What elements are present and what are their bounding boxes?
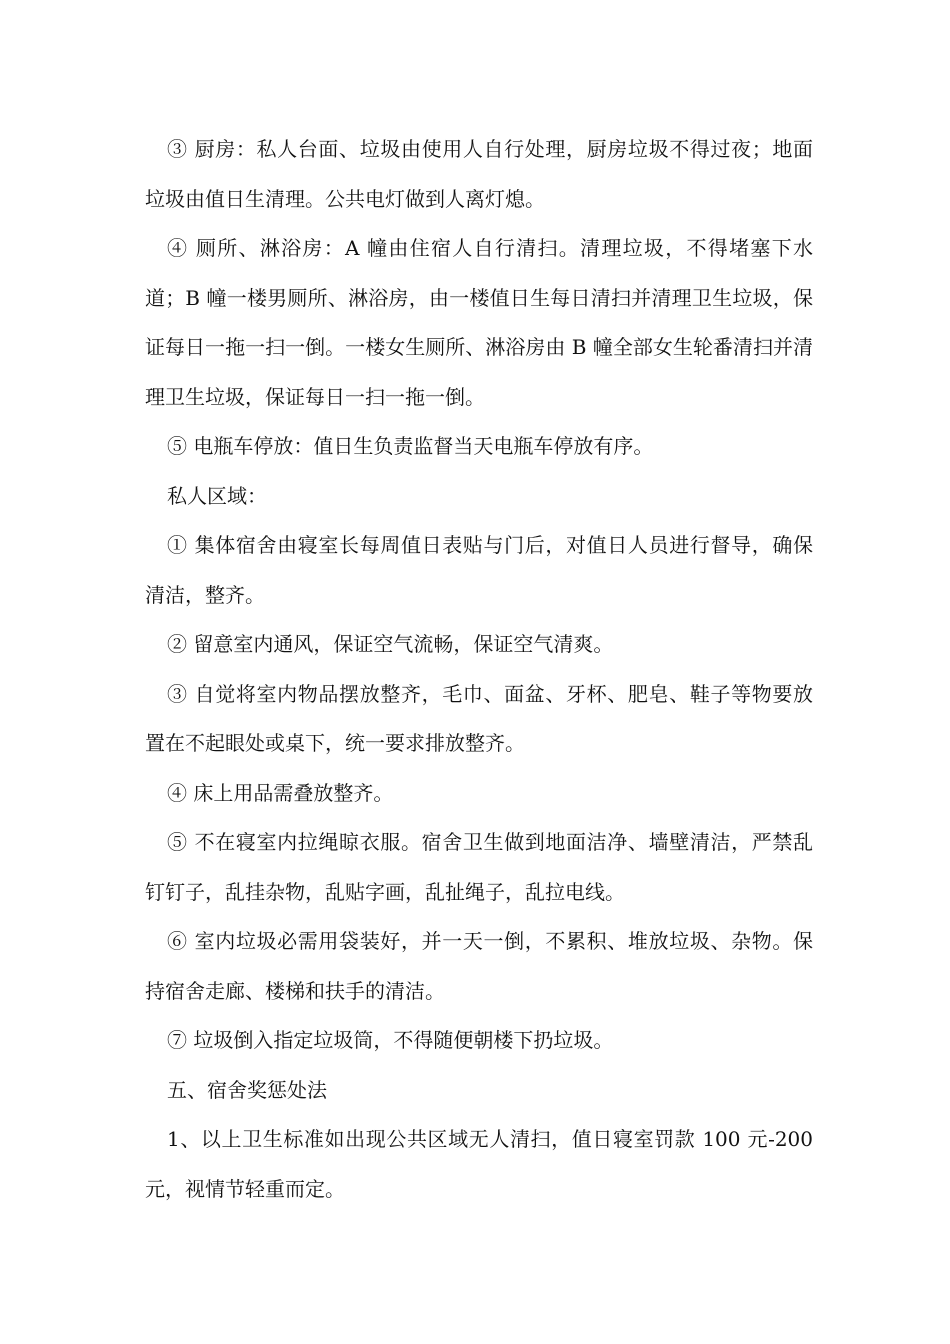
private-area-heading: 私人区域： (167, 483, 267, 508)
penalty-rule-1: 1、以上卫生标准如出现公共区域无人清扫，值日寝室罚款 100 元-200 元，视情节轻重而定。 (145, 1127, 813, 1201)
private-rule-3: ③ 自觉将室内物品摆放整齐，毛巾、面盆、牙杯、肥皂、鞋子等物要放置在不起眼处或桌下，统一要求排放整齐。 (145, 681, 813, 755)
ebike-parking-rule-paragraph: ⑤ 电瓶车停放：值日生负责监督当天电瓶车停放有序。 (167, 434, 654, 458)
private-rule-5: ⑤ 不在寝室内拉绳晾衣服。宿舍卫生做到地面洁净、墙壁清洁，严禁乱钉钉子，乱挂杂物，乱贴字画，乱扯绳子，乱拉电线。 (145, 830, 813, 904)
private-rule-7: ⑦ 垃圾倒入指定垃圾筒，不得随便朝楼下扔垃圾。 (167, 1028, 614, 1052)
private-rule-2: ② 留意室内通风，保证空气流畅，保证空气清爽。 (167, 632, 614, 656)
private-rule-6: ⑥ 室内垃圾必需用袋装好，并一天一倒，不累积、堆放垃圾、杂物。保持宿舍走廊、楼梯和扶手的清洁。 (145, 929, 813, 1003)
private-rule-4: ④ 床上用品需叠放整齐。 (167, 780, 394, 805)
section-five-heading: 五、宿舍奖惩处法 (167, 1077, 327, 1102)
private-rule-1: ① 集体宿舍由寝室长每周值日表贴与门后，对值日人员进行督导，确保清洁，整齐。 (145, 533, 813, 607)
toilet-shower-rule-paragraph: ④ 厕所、淋浴房：A 幢由住宿人自行清扫。清理垃圾，不得堵塞下水道；B 幢一楼男厕所、淋浴房，由一楼值日生每日清扫并清理卫生垃圾，保证每日一拖一扫一倒。一楼女生厕所、淋浴房由 B 幢全部女生轮番清扫并清理卫生垃圾，保证每日一扫一拖一倒。 (145, 236, 813, 409)
kitchen-rule-paragraph: ③ 厨房：私人台面、垃圾由使用人自行处理，厨房垃圾不得过夜；地面垃圾由值日生清理。公共电灯做到人离灯熄。 (145, 137, 813, 211)
document-body (145, 125, 813, 1214)
